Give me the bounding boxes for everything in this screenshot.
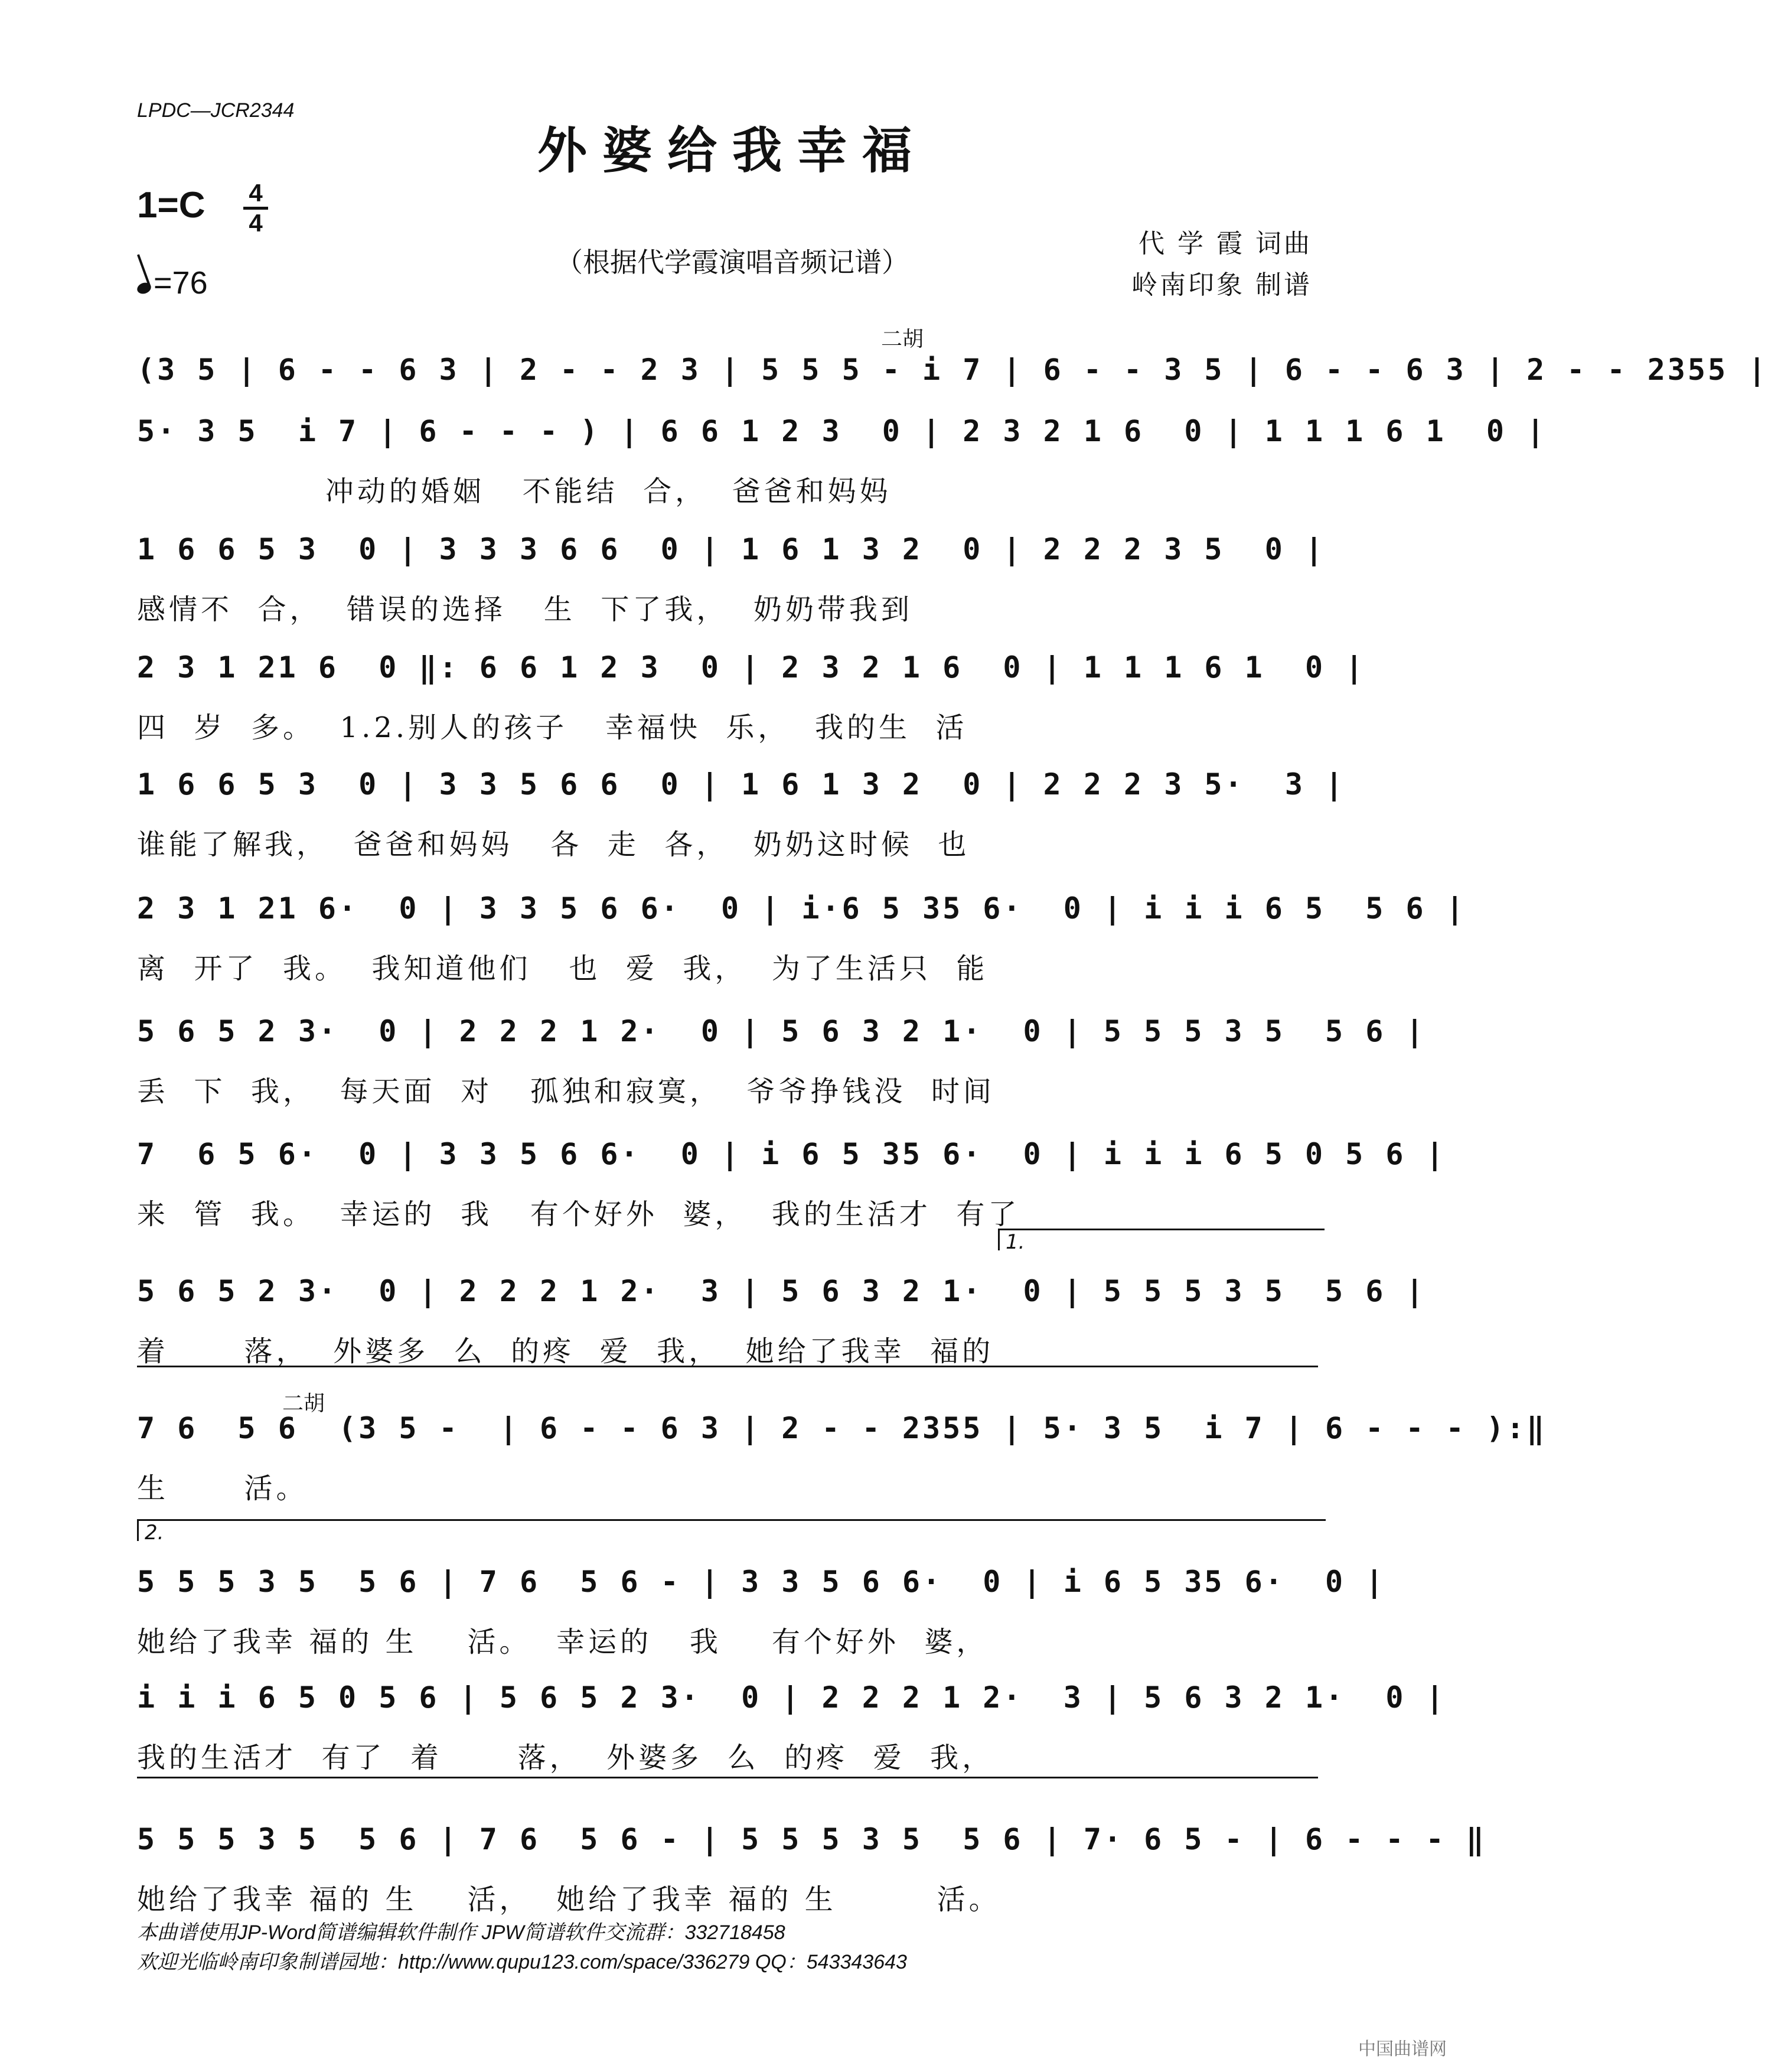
music-line: 1 6 6 5 3 0 | 3 3 3 6 6 0 | 1 6 1 3 2 0 | 2 2 2 3 5 0 | [137, 532, 1326, 566]
song-title: 外婆给我幸福 [537, 121, 927, 180]
music-line: (3 5 | 6 - - 6 3 | 2 - - 2 3 | 5 5 5 - i 7 | 6 - - 3 5 | 6 - - 6 3 | 2 - - 2355 | [137, 353, 1768, 387]
music-line: i i i 6 5 0 5 6 | 5 6 5 2 3· 0 | 2 2 2 1 2· 3 | 5 6 3 2 1· 0 | [137, 1680, 1446, 1715]
time-signature [242, 180, 269, 237]
lyric-line: 冲动的婚姻 不能结 合， 爸爸和妈妈 [137, 475, 892, 508]
credit-lyrics: 代 学 霞 词曲 [1139, 229, 1312, 259]
music-line: 2 3 1 21 6· 0 | 3 3 5 6 6· 0 | i·6 5 35 6· 0 | i i i 6 5 5 6 | [137, 891, 1466, 926]
music-line: 5 5 5 3 5 5 6 | 7 6 5 6 - | 3 3 5 6 6· 0 | i 6 5 35 6· 0 | [137, 1565, 1386, 1599]
erhu-annotation: 二胡 [282, 1392, 325, 1416]
music-line: 5 5 5 3 5 5 6 | 7 6 5 6 - | 5 5 5 3 5 5 6 | 7· 6 5 - | 6 - - - ‖ [137, 1822, 1486, 1856]
time-signature-top: 4 [249, 179, 263, 207]
footer-website-note: 欢迎光临岭南印象制谱园地：http://www.qupu123.com/space/336279 QQ：543343643 [137, 1951, 907, 1973]
subtitle: （根据代学霞演唱音频记谱） [556, 246, 909, 278]
music-line: 5· 3 5 i 7 | 6 - - - ) | 6 6 1 2 3 0 | 2 3 2 1 6 0 | 1 1 1 6 1 0 | [137, 414, 1547, 448]
music-line: 7 6 5 6· 0 | 3 3 5 6 6· 0 | i 6 5 35 6· 0 | i i i 6 5 0 5 6 | [137, 1137, 1446, 1171]
footer-software-note: 本曲谱使用JP-Word简谱编辑软件制作 JPW简谱软件交流群：332718458 [137, 1921, 785, 1944]
lyric-line: 谁能了解我， 爸爸和妈妈 各 走 各， 奶奶这时候 也 [137, 828, 970, 861]
lyric-line: 来 管 我。 幸运的 我 有个好外 婆， 我的生活才 有了 [137, 1198, 1020, 1231]
lyric-line: 生 活。 [137, 1472, 308, 1505]
music-line: 1 6 6 5 3 0 | 3 3 5 6 6 0 | 1 6 1 3 2 0 | 2 2 2 3 5· 3 | [137, 767, 1346, 802]
lyric-line: 丢 下 我， 每天面 对 孤独和寂寞， 爷爷挣钱没 时间 [137, 1075, 995, 1108]
score-code: LPDC—JCR2344 [137, 99, 295, 122]
lyric-line: 她给了我幸 福的 生 活。 幸运的 我 有个好外 婆， [137, 1625, 989, 1659]
volta-bracket-1: 1. [998, 1229, 1325, 1250]
tempo-value: =76 [154, 265, 208, 301]
volta-bracket-2: 2. [137, 1519, 1326, 1541]
time-signature-bottom: 4 [249, 209, 263, 237]
site-watermark: 中国曲谱网 [1358, 2039, 1447, 2060]
lyric-line: 感情不 合， 错误的选择 生 下了我， 奶奶带我到 [137, 593, 913, 626]
key-signature: 1=C [137, 185, 205, 226]
volta-1-continuation-line [137, 1366, 1318, 1367]
lyric-line: 着 落， 外婆多 么 的疼 爱 我， 她给了我幸 福的 [137, 1335, 994, 1368]
music-line: 7 6 5 6 (3 5 - | 6 - - 6 3 | 2 - - 2355 | 5· 3 5 i 7 | 6 - - - ):‖ [137, 1411, 1547, 1445]
section-divider-line [137, 1777, 1318, 1778]
erhu-annotation: 二胡 [881, 327, 924, 351]
lyric-line: 离 开了 我。 我知道他们 也 爱 我， 为了生活只 能 [137, 952, 989, 985]
music-line: 5 6 5 2 3· 0 | 2 2 2 1 2· 0 | 5 6 3 2 1· 0 | 5 5 5 3 5 5 6 | [137, 1014, 1426, 1048]
lyric-line: 四 岁 多。 1.2.别人的孩子 幸福快 乐， 我的生 活 [137, 711, 968, 744]
lyric-line: 她给了我幸 福的 生 活， 她给了我幸 福的 生 活。 [137, 1883, 1001, 1916]
music-line: 2 3 1 21 6 0 ‖: 6 6 1 2 3 0 | 2 3 2 1 6 0 | 1 1 1 6 1 0 | [137, 650, 1366, 685]
lyric-line: 我的生活才 有了 着 落， 外婆多 么 的疼 爱 我， [137, 1741, 994, 1774]
quarter-note-icon [136, 281, 153, 295]
credit-score: 岭南印象 制谱 [1131, 270, 1312, 300]
music-line: 5 6 5 2 3· 0 | 2 2 2 1 2· 3 | 5 6 3 2 1· 0 | 5 5 5 3 5 5 6 | [137, 1274, 1426, 1308]
